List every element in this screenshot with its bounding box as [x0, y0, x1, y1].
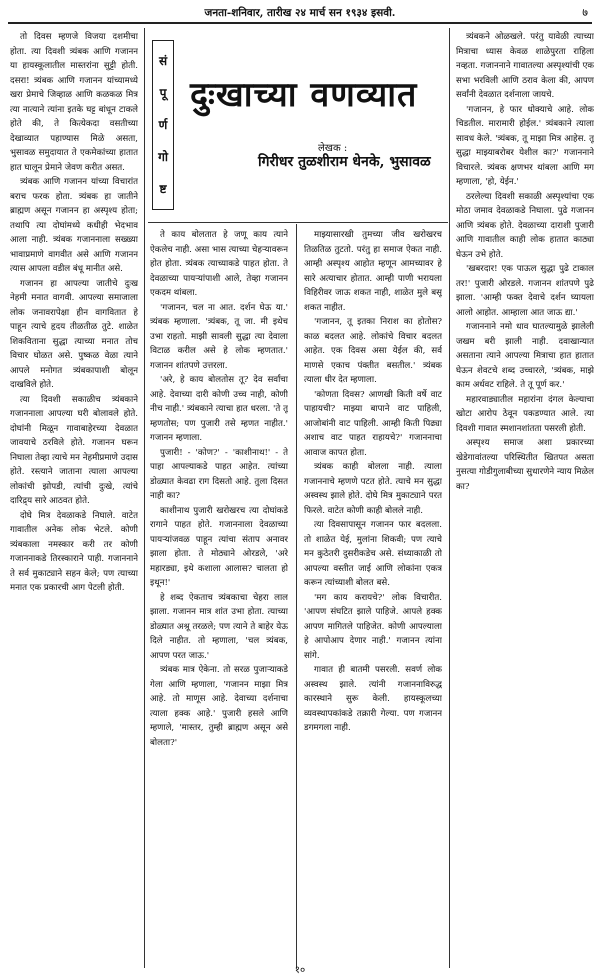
- col3-paragraph: गावात ही बातमी पसरली. सवर्ण लोक अस्वस्थ झाले. त्यांनी गजाननाविरुद्ध कारस्थाने सुरू केली. हायस्कूलच्या व्यवस्थापकांकडे तक्रारी गेल्या. पण गजानन डगमगला नाही.: [304, 665, 442, 733]
- col3-paragraph: त्र्यंबक काही बोलला नाही. त्याला गजाननाचे म्हणणे पटत होते. त्याचे मन सुद्धा अस्वस्थ झाले होते. दोघे मित्र मुकाट्याने परत फिरले. वाटेत कोणी काही बोलले नाही.: [304, 462, 442, 516]
- col4-paragraph: गजाननाने नमो धाव घातल्यामुळे झालेली जखम बरी झाली नाही. दवाखान्यात असताना त्याने आपल्या मित्राचा हात हातात घेऊन शेवटचे शब्द उच्चारले, 'त्र्यंबक, माझे काम अर्धवट राहिले. ते तू पूर्ण कर.': [456, 322, 594, 390]
- col3-paragraph: 'कोणता दिवस? आणखी किती वर्षे वाट पाहायची? माझ्या बापाने वाट पाहिली, आजोबांनी वाट पाहिली. आम्ही किती पिढ्या अशाच वाट पाहत राहायचे?' गजाननाचा आवाज कापत होता.: [304, 389, 442, 458]
- col4-paragraph: 'गजानन, हे फार धोक्याचे आहे. लोक चिडतील. मारामारी होईल.' त्र्यंबकाने त्याला सावध केले. 'त्र्यंबक, तू माझा मित्र आहेस. तू सुद्धा माझ्याबरोबर येशील का?' गजाननाने विचारले. त्र्यंबक क्षणभर थांबला आणि मग म्हणाला, 'हो, येईन.': [456, 104, 594, 187]
- column-4: [456, 30, 594, 960]
- col4-paragraph: ठरलेल्या दिवशी सकाळी अस्पृश्यांचा एक मोठा जमाव देवळाकडे निघाला. पुढे गजानन आणि त्र्यंबक होते. देवळाच्या दाराशी पुजारी आणि गावातील काही लोक हातात काठ्या घेऊन उभे होते.: [456, 191, 594, 260]
- header-rule: [8, 22, 592, 24]
- col2-paragraph: त्र्यंबक मात्र ऐकेना. तो सरळ पुजाऱ्याकडे गेला आणि म्हणाला, 'गजानन माझा मित्र आहे. तो माणूस आहे. देवाच्या दर्शनाचा त्याला हक्क आहे.' पुजारी हसले आणि म्हणाले, 'मास्तर, तुम्ही ब्राह्मण असून असे बोलता?': [150, 665, 288, 748]
- article-title: दुःखाच्या वणव्यात: [190, 75, 418, 115]
- headline-rule: [148, 222, 448, 223]
- col2-paragraph: 'गजानन, चल ना आत. दर्शन घेऊ या.' त्र्यंबक म्हणाला. 'त्र्यंबक, तू जा. मी इथेच उभा राहतो. माझी सावली सुद्धा त्या देवाला विटाळ करील असे हे लोक म्हणतात.' गजानन शांतपणे उत्तरला.: [150, 302, 288, 371]
- col4-paragraph: अस्पृश्य समाज अशा प्रकारच्या खेडेगावांतल्या परिस्थितीत खितपत असता नुसत्या गोडीगुलाबीच्या सुधारणेने न्याय मिळेल का?: [456, 438, 594, 492]
- col1-paragraph: गजानन हा आपल्या जातीचे दुःख नेहमी मनात वागवी. आपल्या समाजाला लोक जनावरापेक्षा हीन वागवितात हे पाहून त्याचे हृदय तीळतीळ तुटे. शाळेत शिकविताना सुद्धा त्याच्या मनात तोच विचार घोळत असे. पुष्कळ वेळा त्याने आपले मनोगत त्र्यंबकापाशी बोलून दाखविले होते.: [10, 278, 138, 390]
- column-2: [150, 228, 288, 968]
- series-letter: सं: [158, 54, 168, 68]
- col2-paragraph: 'अरे, हे काय बोलतोस तू? देव सर्वांचा आहे. देवाच्या दारी कोणी उच्च नाही, कोणी नीच नाही.' त्र्यंबकाने त्याचा हात धरला. 'ते तू म्हणतोस; पण पुजारी तसे म्हणत नाहीत.' गजानन म्हणाला.: [150, 375, 288, 443]
- col2-paragraph: काशीनाथ पुजारी खरोखरच त्या दोघांकडे रागाने पाहत होते. गजाननाला देवळाच्या पायऱ्यांजवळ पाहून त्यांचा संताप अनावर झाला होता. ते मोठ्याने ओरडले, 'अरे महारड्या, इथे कशाला आलास? चालता हो इथून!': [150, 505, 288, 588]
- col3-paragraph: माझ्यासारखी तुमच्या जीव खरोखरच तिळतिळ तुटतो. परंतु हा समाज ऐकत नाही. आम्ही अस्पृश्य आहोत म्हणून आमच्यावर हे सारे अत्याचार होतात. आम्ही पाणी भरायला विहिरीवर जाऊ शकत नाही, शाळेत मुले बसू शकत नाहीत.: [304, 230, 442, 313]
- col4-paragraph: 'खबरदार! एक पाऊल सुद्धा पुढे टाकाल तर!' पुजारी ओरडले. गजानन शांतपणे पुढे झाला. 'आम्ही फक्त देवाचे दर्शन घ्यायला आलो आहोत. आम्हाला आत जाऊ द्या.': [456, 264, 594, 318]
- col3-paragraph: त्या दिवसापासून गजानन फार बदलला. तो शाळेत येई, मुलांना शिकवी; पण त्याचे मन कुठेतरी दुसरीकडेच असे. संध्याकाळी तो आपल्या वस्तीत जाई आणि लोकांना एकत्र करून त्यांच्याशी बोलत बसे.: [304, 520, 442, 588]
- byline-label: लेखक :: [318, 143, 348, 154]
- col1-paragraph: दोघे मित्र देवळाकडे निघाले. वाटेत गावातील अनेक लोक भेटले. कोणी त्र्यंबकाला नमस्कार करी तर कोणी गजाननाकडे तिरस्काराने पाही. गजाननाने ते सर्व मुकाट्याने सहन केले; पण त्याच्या मनात एक प्रकारची आग पेटली होती.: [10, 510, 138, 593]
- series-letter: र्ण: [158, 118, 168, 132]
- col2-paragraph: पुजारी! - 'कोण?' - 'काशीनाथ!' - ते पाहा आपल्याकडे पाहत आहेत. त्यांच्या डोळ्यात केवढा राग दिसतो आहे. तुला दिसत नाही का?: [150, 447, 288, 501]
- col2-paragraph: ते काय बोलतात हे जणू काय त्याने ऐकलेच नाही. असा भास त्याच्या चेहऱ्यावरून होत होता. त्र्यंबक त्याच्याकडे पाहत होता. ते देवळाच्या पायऱ्यांपाशी आले, तेव्हा गजानन एकदम थांबला.: [150, 230, 288, 298]
- col2-paragraph: हे शब्द ऐकताच त्र्यंबकाचा चेहरा लाल झाला. गजानन मात्र शांत उभा होता. त्याच्या डोळ्यात अश्रू तरळले; पण त्याने ते बाहेर येऊ दिले नाहीत. तो म्हणाला, 'चल त्र्यंबक, आपण परत जाऊ.': [150, 592, 288, 661]
- col4-paragraph: त्र्यंबकने ओळखले. परंतु यावेळी त्याच्या मित्राचा ध्यास केवळ शाळेपुरता राहिला नव्हता. गजाननाने गावातल्या अस्पृश्यांची एक सभा भरविली आणि ठराव केला की, आपण सर्वांनी देवळात दर्शनाला जायचे.: [456, 32, 594, 100]
- article-author: गिरीधर तुळशीराम धेनके, भुसावळ: [258, 154, 431, 170]
- column-3: [304, 228, 442, 968]
- series-letter: पू: [159, 86, 167, 100]
- page-folio: १०: [294, 965, 306, 976]
- col1-paragraph: तो दिवस म्हणजे विजया दशमीचा होता. त्या दिवशी त्र्यंबक आणि गजानन या हायस्कूलातील मास्तरांना सुट्टी होती. दसरा! त्र्यंबक आणि गजानन यांच्यामध्ये खरा प्रेमाचे जिव्हाळ आणि कळकळ मित्र त्या नात्याने त्यांना इतके घट्ट बांधून टाकले होते की, ते कित्येकदा वसतीच्या देखाव्यात पहाण्यास मिळे असता, भुसावळ समुदायात ते एकमेकांच्या हातात हात घालून प्रेमाने जेवण करीत असत.: [10, 32, 138, 173]
- col1-paragraph: त्र्यंबक आणि गजानन यांच्या विचारांत बराच फरक होता. त्र्यंबक हा जातीने ब्राह्मण असून गजानन हा अस्पृश्य होता; तथापि त्या दोघांमध्ये कधीही भेदभाव आला नाही. त्र्यंबक गजाननाला सख्ख्या भावाप्रमाणे वागवीत असे आणि गजानन त्यास आपला वडील बंधू मानीत असे.: [10, 177, 138, 274]
- running-head-text: जनता-शनिवार, तारीख २४ मार्च सन १९३४ इसवी.: [204, 7, 396, 19]
- column-divider: [296, 224, 297, 968]
- running-head: [8, 4, 592, 22]
- page-number-top: ७: [582, 6, 588, 19]
- col4-paragraph: महारवाड्यातील महारांना दंगल केल्याचा खोटा आरोप ठेवून पकडण्यात आले. त्या दिवशी गावात स्मशानशांतता पसरली होती.: [456, 394, 594, 434]
- series-letter: गो: [158, 150, 168, 164]
- column-divider: [144, 28, 145, 968]
- column-1: [10, 30, 138, 960]
- col3-paragraph: 'मग काय करायचे?' लोक विचारीत. 'आपण संघटित झाले पाहिजे. आपले हक्क आपण मागितले पाहिजेत. कोणी आपल्याला हे आपोआप देणार नाही.' गजानन त्यांना सांगे.: [304, 592, 442, 661]
- col1-paragraph: त्या दिवशी सकाळीच त्र्यंबकाने गजाननाला आपल्या घरी बोलावले होते. दोघांनी मिळून गावाबाहेरच्या देवळात जावयाचे ठरविले होते. गजानन घरून निघाला तेव्हा त्याचे मन नेहमीप्रमाणे उदास होते. रस्त्याने जाताना त्याला आपल्या लोकांची झोपडी, त्यांची दुःखे, त्यांचे दारिद्र्य सारे आठवत होते.: [10, 394, 138, 506]
- col3-paragraph: 'गजानन, तू इतका निराश का होतोस? काळ बदलत आहे. लोकांचे विचार बदलत आहेत. एक दिवस असा येईल की, सर्व माणसे एकाच पंक्तीत बसतील.' त्र्यंबक त्याला धीर देत म्हणाला.: [304, 317, 442, 385]
- column-divider: [449, 28, 450, 968]
- series-letter: ष्ट: [159, 182, 167, 196]
- series-badge: [152, 40, 174, 210]
